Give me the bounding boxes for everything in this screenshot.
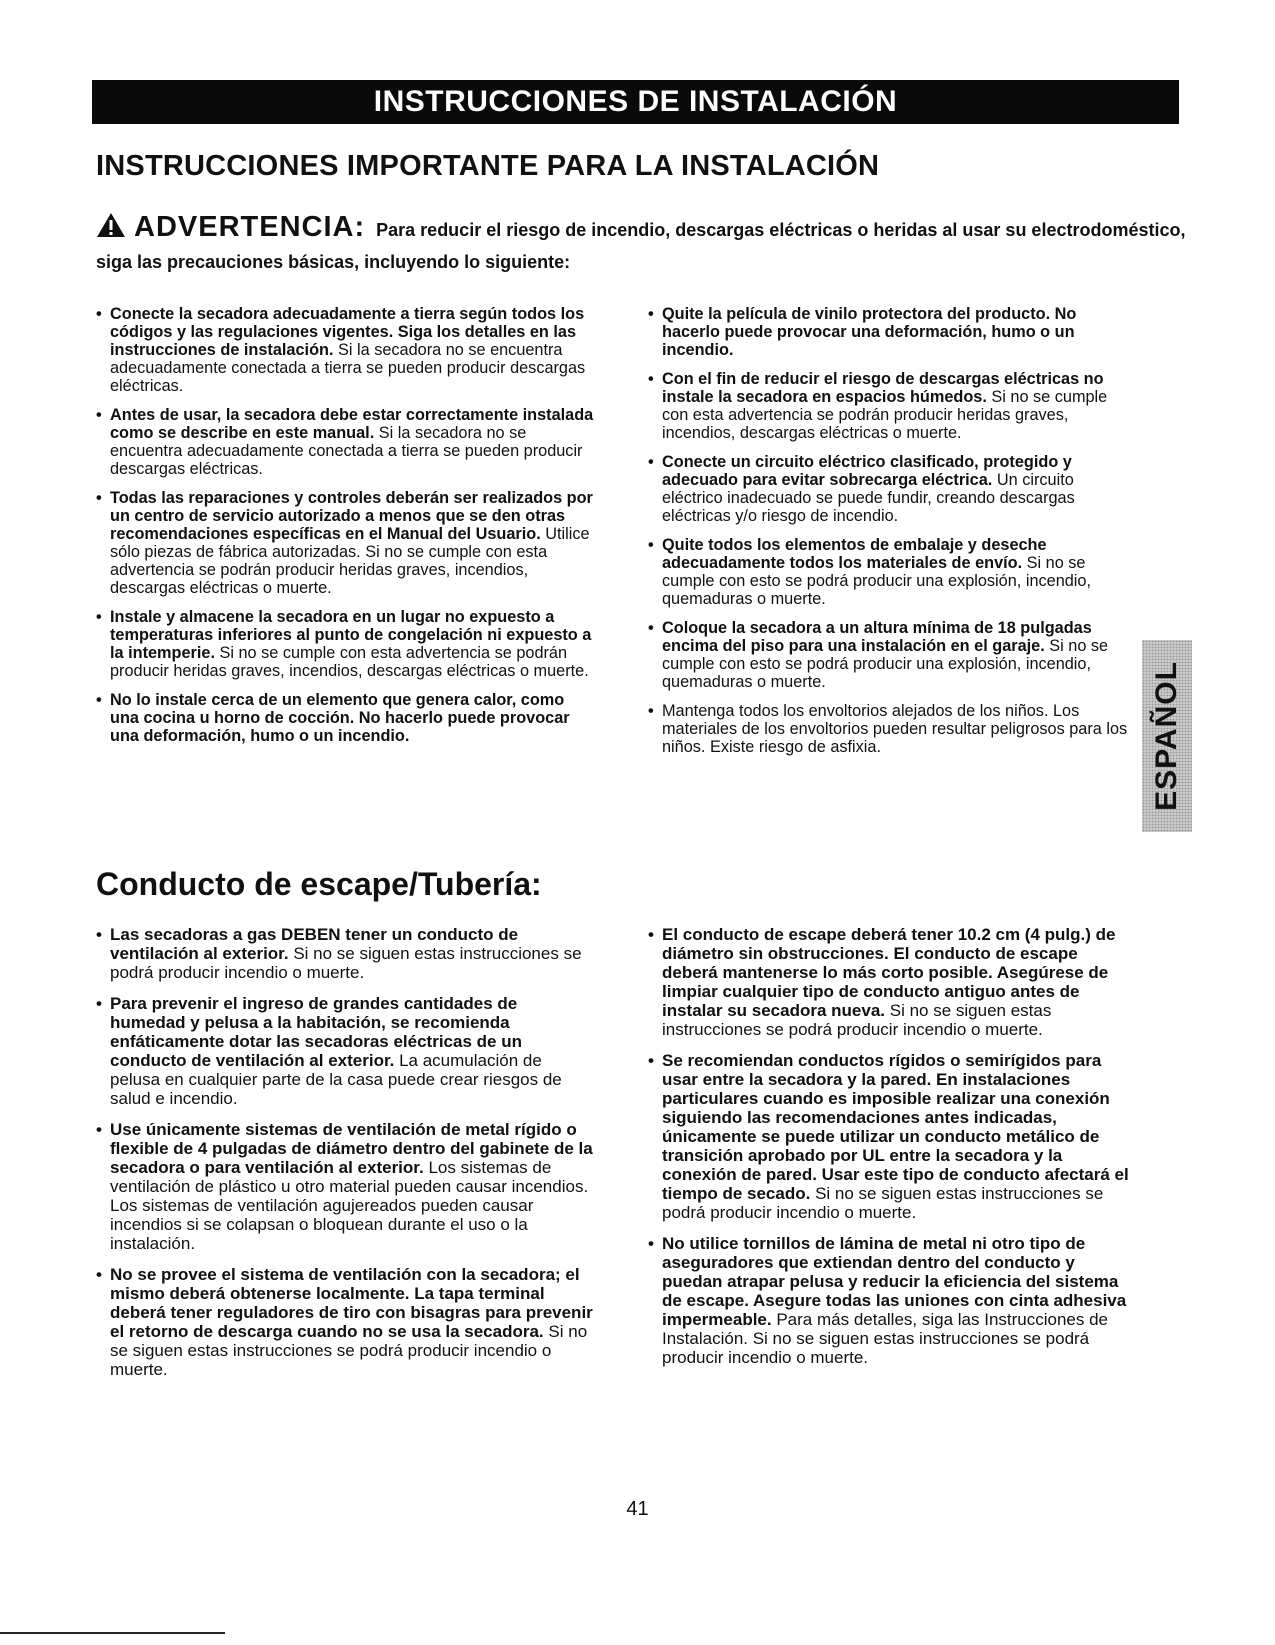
item-emphasis: No utilice tornillos de lámina de metal ni otro tipo de aseguradores que extiendan dentro del conducto y puedan atrapar pelusa y reducir la eficiencia del sistema de escape. Asegure todas las uniones con cinta adhesiva impermeable. [662,1234,1127,1329]
item-emphasis: Las secadoras a gas DEBEN tener un conducto de ventilación al exterior. [110,925,519,963]
section-heading-exhaust: Conducto de escape/Tubería: [96,866,542,902]
page-number: 41 [626,1498,649,1520]
item-text: Los sistemas de ventilación de plástico u otro material pueden causar incendios. Los sistemas de ventilación agujereados pueden causar incendios si se colapsan o bloquean durante el uso o la instalación. [110,1158,589,1253]
warning-block [96,212,1186,277]
item-emphasis: Quite todos los elementos de embalaje y deseche adecuadamente todos los materiales de envío. [662,536,1047,572]
item-emphasis: Quite la película de vinilo protectora del producto. No hacerlo puede provocar una deformación, humo o un incendio. [662,305,1077,359]
list-item [648,536,1128,608]
item-emphasis: No lo instale cerca de un elemento que genera calor, como una cocina u horno de cocción. No hacerlo puede provocar una deformación, humo o un incendio. [110,691,570,745]
item-emphasis: Coloque la secadora a un altura mínima de 18 pulgadas encima del piso para una instalación en el garaje. [662,619,1092,655]
list-item [648,305,1128,359]
list-item [96,994,596,1108]
warning-triangle-icon [96,212,126,247]
item-text: Si la secadora no se encuentra adecuadamente conectada a tierra se pueden producir descargas eléctricas. [110,341,586,395]
item-emphasis: Instale y almacene la secadora en un lugar no expuesto a temperaturas inferiores al punto de congelación ni expuesto a la intemperie. [110,608,592,662]
item-emphasis: Use únicamente sistemas de ventilación de metal rígido o flexible de 4 pulgadas de diámetro dentro del gabinete de la secadora o para ventilación al exterior. [110,1120,593,1177]
item-emphasis: Todas las reparaciones y controles deberán ser realizados por un centro de servicio autorizado a menos que se den otras recomendaciones específicas en el Manual del Usuario. [110,489,593,543]
list-item [96,489,596,597]
list-item [648,370,1128,442]
item-text: Si no se cumple con esta advertencia se podrán producir heridas graves, incendios, descargas eléctricas o muerte. [110,644,589,680]
item-emphasis: Para prevenir el ingreso de grandes cantidades de humedad y pelusa a la habitación, se recomienda enfáticamente dotar las secadoras eléctricas de un conducto de ventilación al exterior. [110,994,522,1070]
safety-list-right [648,305,1128,767]
page-title: INSTRUCCIONES IMPORTANTE PARA LA INSTALACIÓN [96,150,880,182]
item-emphasis: Se recomiendan conductos rígidos o semirígidos para usar entre la secadora y la pared. En instalaciones particulares cuando es imposible realizar una conexión siguiendo las recomendaciones antes indicadas, únicamente se puede utilizar un conducto metálico de transición aprobado por UL entre la secadora y la conexión de pared. Usar este tipo de conducto afectará el tiempo de secado. [662,1051,1129,1203]
list-item [96,406,596,478]
language-tab [1142,640,1192,832]
warning-text: Para reducir el riesgo de incendio, descargas eléctricas o heridas al usar su electrodoméstico, siga las precauciones básicas, incluyendo lo siguiente: [96,220,1186,272]
item-text: Si no se siguen estas instrucciones se podrá producir incendio o muerte. [110,1322,588,1379]
list-item [96,691,596,745]
item-text: La acumulación de pelusa en cualquier parte de la casa puede crear riesgos de salud e incendio. [110,1051,562,1108]
item-text: Si no se siguen estas instrucciones se podrá producir incendio o muerte. [110,944,582,982]
item-text: Para más detalles, siga las Instrucciones de Instalación. Si no se siguen estas instrucciones se podrá producir incendio o muerte. [662,1310,1109,1367]
item-text: Si no se cumple con esto se podrá producir una explosión, incendio, quemaduras o muerte. [662,637,1109,691]
list-item [96,305,596,395]
list-item [648,1051,1138,1222]
item-text: Un circuito eléctrico inadecuado se puede fundir, creando descargas eléctricas y/o riesgo de incendio. [662,471,1075,525]
list-item [96,1120,596,1253]
section-banner: INSTRUCCIONES DE INSTALACIÓN [92,80,1179,124]
item-text: Si no se cumple con esta advertencia se podrán producir heridas graves, incendios, descargas eléctricas o muerte. [662,388,1108,442]
item-emphasis: Con el fin de reducir el riesgo de descargas eléctricas no instale la secadora en espacios húmedos. [662,370,1104,406]
list-item [648,925,1138,1039]
item-text: Si la secadora no se encuentra adecuadamente conectada a tierra se pueden producir descargas eléctricas. [110,424,583,478]
item-text: Si no se siguen estas instrucciones se podrá producir incendio o muerte. [662,1184,1104,1222]
item-emphasis: Antes de usar, la secadora debe estar correctamente instalada como se describe en este manual. [110,406,594,442]
item-emphasis: El conducto de escape deberá tener 10.2 cm (4 pulg.) de diámetro sin obstrucciones. El conducto de escape deberá mantenerse lo más corto posible. Asegúrese de limpiar cualquier tipo de conducto antiguo antes de instalar su secadora nueva. [662,925,1116,1020]
list-item [648,619,1128,691]
item-text: Si no se siguen estas instrucciones se podrá producir incendio o muerte. [662,1001,1052,1039]
item-text: Utilice sólo piezas de fábrica autorizadas. Si no se cumple con esta advertencia se podrán producir heridas graves, incendios, descargas eléctricas o muerte. [110,525,590,597]
list-item [96,1265,596,1379]
language-tab-label: ESPAÑOL [1150,661,1184,811]
exhaust-list-right [648,925,1138,1379]
safety-list-left [96,305,596,756]
exhaust-list-left [96,925,596,1391]
list-item [648,702,1128,756]
warning-word: ADVERTENCIA: [134,211,366,243]
list-item [96,925,596,982]
list-item [648,453,1128,525]
footer-rule [0,1632,225,1634]
item-text: Si no se cumple con esto se podrá producir una explosión, incendio, quemaduras o muerte. [662,554,1092,608]
list-item [648,1234,1138,1367]
list-item [96,608,596,680]
item-emphasis: Conecte un circuito eléctrico clasificado, protegido y adecuado para evitar sobrecarga eléctrica. [662,453,1072,489]
item-emphasis: No se provee el sistema de ventilación con la secadora; el mismo deberá obtenerse localmente. La tapa terminal deberá tener reguladores de tiro con bisagras para prevenir el retorno de descarga cuando no se usa la secadora. [110,1265,593,1341]
item-emphasis: Conecte la secadora adecuadamente a tierra según todos los códigos y las regulaciones vigentes. Siga los detalles en las instrucciones de instalación. [110,305,585,359]
item-text: Mantenga todos los envoltorios alejados de los niños. Los materiales de los envoltorios pueden resultar peligrosos para los niños. Existe riesgo de asfixia. [662,702,1128,756]
